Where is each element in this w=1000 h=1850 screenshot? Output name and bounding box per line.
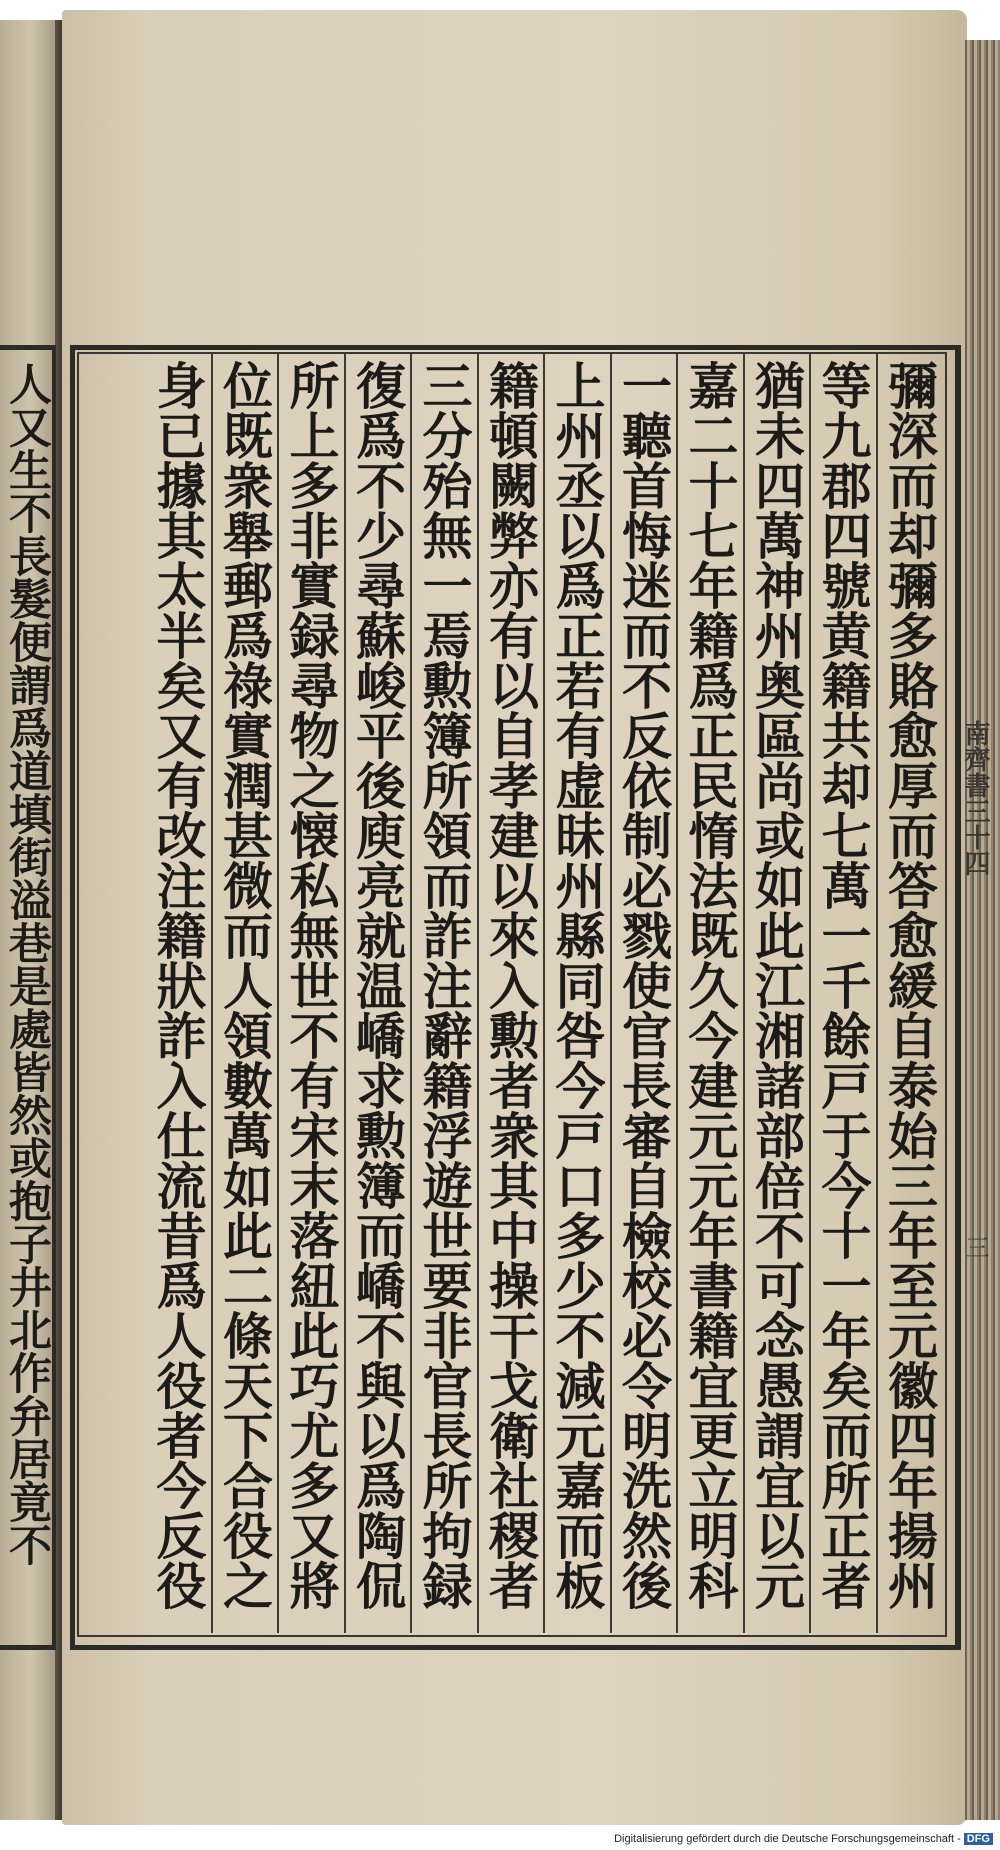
column-rule — [477, 352, 479, 1633]
dfg-logo: DFG — [964, 1833, 993, 1845]
column-rule — [809, 352, 811, 1633]
text-column: 所上多非實録尋物之懐私無世不有宋末落紐此巧尤多又將 — [281, 360, 341, 1610]
column-rule — [410, 352, 412, 1633]
text-column: 猶未四萬神州奥區尚或如此江湘諸部倍不可念愚謂宜以元 — [747, 360, 806, 1610]
column-rule — [344, 352, 346, 1633]
margin-page-number: 三 — [961, 1235, 989, 1259]
column-rule — [610, 352, 612, 1633]
text-column: 籍頓闕弊亦有以自孝建以來入勲者衆其中操干戈衛社稷者 — [481, 360, 540, 1610]
footer-text: Digitalisierung gefördert durch die Deutsche Forschungsgemeinschaft - — [614, 1833, 961, 1845]
column-rule — [543, 352, 545, 1633]
text-column: 等九郡四號黄籍共却七萬一千餘戸于今十一年矣而所正者 — [813, 360, 873, 1610]
text-column: 位既衆舉郵爲祿實潤甚微而人領數萬如此二條天下合役之 — [215, 360, 274, 1610]
text-column: 復爲不少尋蘇峻平後庾亮就温嶠求勲簿而嶠不與以爲陶侃 — [348, 360, 407, 1610]
text-column: 三分殆無一焉勲簿所領而詐注辭籍浮遊世要非官長所拘録 — [414, 360, 474, 1610]
text-column: 身已據其太半矣又有改注籍狀詐入仕流昔爲人役者今反役 — [148, 360, 208, 1610]
footer-credit — [611, 1832, 996, 1846]
text-column: 彌深而却彌多賂愈厚而答愈緩自泰始三年至元徽四年揚州 — [880, 360, 939, 1610]
facing-page-column: 人又生不長髮便謂爲道填街溢巷是處皆然或抱子井北作弁居竟不 — [2, 362, 52, 1566]
column-rule — [277, 352, 279, 1633]
text-column: 嘉二十七年籍爲正民惰法既久今建元元年書籍宜更立明科 — [680, 360, 740, 1610]
column-rule — [676, 352, 678, 1633]
text-column: 上州丞以爲正若有虚昧州縣同咎今戸口多少不減元嘉而板 — [547, 360, 607, 1610]
column-rule — [211, 352, 213, 1633]
text-column: 一聽首悔迷而不反依制必戮使官長審自檢校必令明洗然後 — [614, 360, 673, 1610]
column-rule — [743, 352, 745, 1633]
margin-book-title: 南齊書三十四 — [960, 720, 990, 876]
column-rule — [876, 352, 878, 1633]
